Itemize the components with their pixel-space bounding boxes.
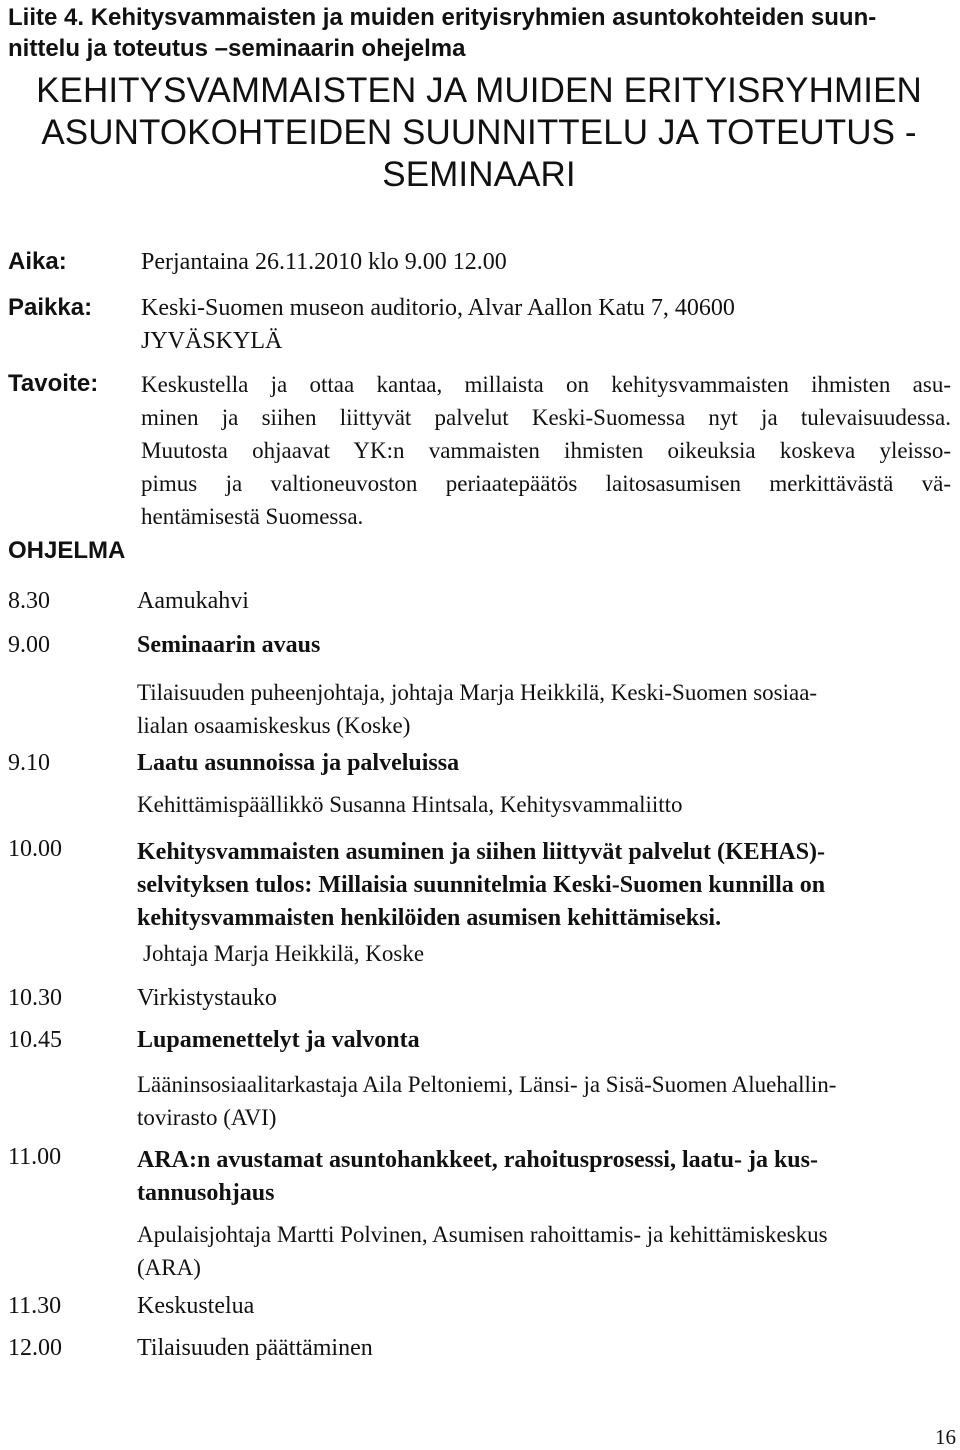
speaker-line: Johtaja Marja Heikkilä, Koske (143, 941, 425, 966)
speaker-line: (ARA) (137, 1255, 201, 1280)
program-speaker (137, 1218, 828, 1284)
program-title: Lupamenettelyt ja valvonta (137, 1027, 420, 1053)
appendix-heading-line1: Liite 4. Kehitysvammaisten ja muiden erityisryhmien asuntokohteiden suun- (8, 4, 877, 31)
program-speaker (137, 676, 817, 742)
program-title-line: ARA:n avustamat asuntohankkeet, rahoitusprosessi, laatu- ja kus- (137, 1147, 818, 1173)
program-time: 10.30 (8, 985, 62, 1011)
program-title-line: tannusohjaus (137, 1180, 275, 1206)
aika-value: Perjantaina 26.11.2010 klo 9.00 12.00 (141, 249, 507, 275)
tavoite-line: minen ja siihen liittyvät palvelut Keski-Suomessa nyt ja tulevaisuudessa. (141, 405, 951, 430)
appendix-heading-line2: nittelu ja toteutus –seminaarin ohejelma (8, 35, 466, 62)
paikka-value (141, 292, 735, 358)
appendix-heading (8, 2, 876, 64)
speaker-line: lialan osaamiskeskus (Koske) (137, 713, 411, 738)
program-title: Tilaisuuden päättäminen (137, 1335, 373, 1361)
seminar-title (14, 70, 944, 196)
program-title-line: selvityksen tulos: Millaisia suunnitelmia Keski-Suomen kunnilla on (137, 872, 826, 898)
program-title: Laatu asunnoissa ja palveluissa (137, 750, 460, 776)
program-title: Keskustelua (137, 1293, 255, 1319)
program-time: 10.45 (8, 1027, 62, 1053)
seminar-title-line1: KEHITYSVAMMAISTEN JA MUIDEN ERITYISRYHMIEN (36, 71, 922, 110)
program-title (137, 836, 825, 935)
seminar-title-line2: ASUNTOKOHTEIDEN SUUNNITTELU JA TOTEUTUS - (41, 113, 917, 152)
tavoite-line: hentämisestä Suomessa. (141, 504, 364, 529)
speaker-line: tovirasto (AVI) (137, 1105, 277, 1130)
paikka-label: Paikka: (8, 294, 93, 321)
program-speaker (143, 941, 424, 967)
tavoite-line: Keskustella ja ottaa kantaa, millaista on kehitysvammaisten ihmisten asu- (141, 372, 951, 397)
tavoite-text (141, 368, 951, 533)
program-speaker (137, 792, 683, 818)
seminar-title-line3: SEMINAARI (382, 155, 576, 194)
speaker-line: Lääninsosiaalitarkastaja Aila Peltoniemi, Länsi- ja Sisä-Suomen Aluehallin- (137, 1072, 837, 1097)
page-number: 16 (935, 1425, 956, 1449)
tavoite-line: pimus ja valtioneuvoston periaatepäätös laitosasumisen merkittävästä vä- (141, 471, 951, 496)
speaker-line: Tilaisuuden puheenjohtaja, johtaja Marja Heikkilä, Keski-Suomen sosiaa- (137, 680, 818, 705)
program-title-line: Kehitysvammaisten asuminen ja siihen liittyvät palvelut (KEHAS)- (137, 839, 826, 865)
paikka-line1: Keski-Suomen museon auditorio, Alvar Aallon Katu 7, 40600 (141, 295, 735, 321)
program-time: 10.00 (8, 836, 62, 862)
program-title: Virkistystauko (137, 985, 277, 1011)
program-title: Seminaarin avaus (137, 632, 321, 658)
program-time: 8.30 (8, 588, 50, 614)
tavoite-line: Muutosta ohjaavat YK:n vammaisten ihmisten oikeuksia koskeva yleisso- (141, 438, 951, 463)
tavoite-label: Tavoite: (8, 370, 99, 397)
program-speaker (137, 1068, 836, 1134)
aika-label: Aika: (8, 248, 67, 275)
speaker-line: Apulaisjohtaja Martti Polvinen, Asumisen rahoittamis- ja kehittämiskeskus (137, 1222, 828, 1247)
speaker-line: Kehittämispäällikkö Susanna Hintsala, Kehitysvammaliitto (137, 792, 683, 817)
program-time: 12.00 (8, 1335, 62, 1361)
paikka-line2: JYVÄSKYLÄ (141, 328, 283, 354)
program-time: 9.00 (8, 632, 50, 658)
program-heading: OHJELMA (8, 537, 126, 564)
program-title-line: kehitysvammaisten henkilöiden asumisen kehittämiseksi. (137, 905, 722, 931)
program-time: 9.10 (8, 750, 50, 776)
program-time: 11.30 (8, 1293, 62, 1319)
program-title: Aamukahvi (137, 588, 249, 614)
program-title (137, 1144, 818, 1210)
program-time: 11.00 (8, 1144, 62, 1170)
